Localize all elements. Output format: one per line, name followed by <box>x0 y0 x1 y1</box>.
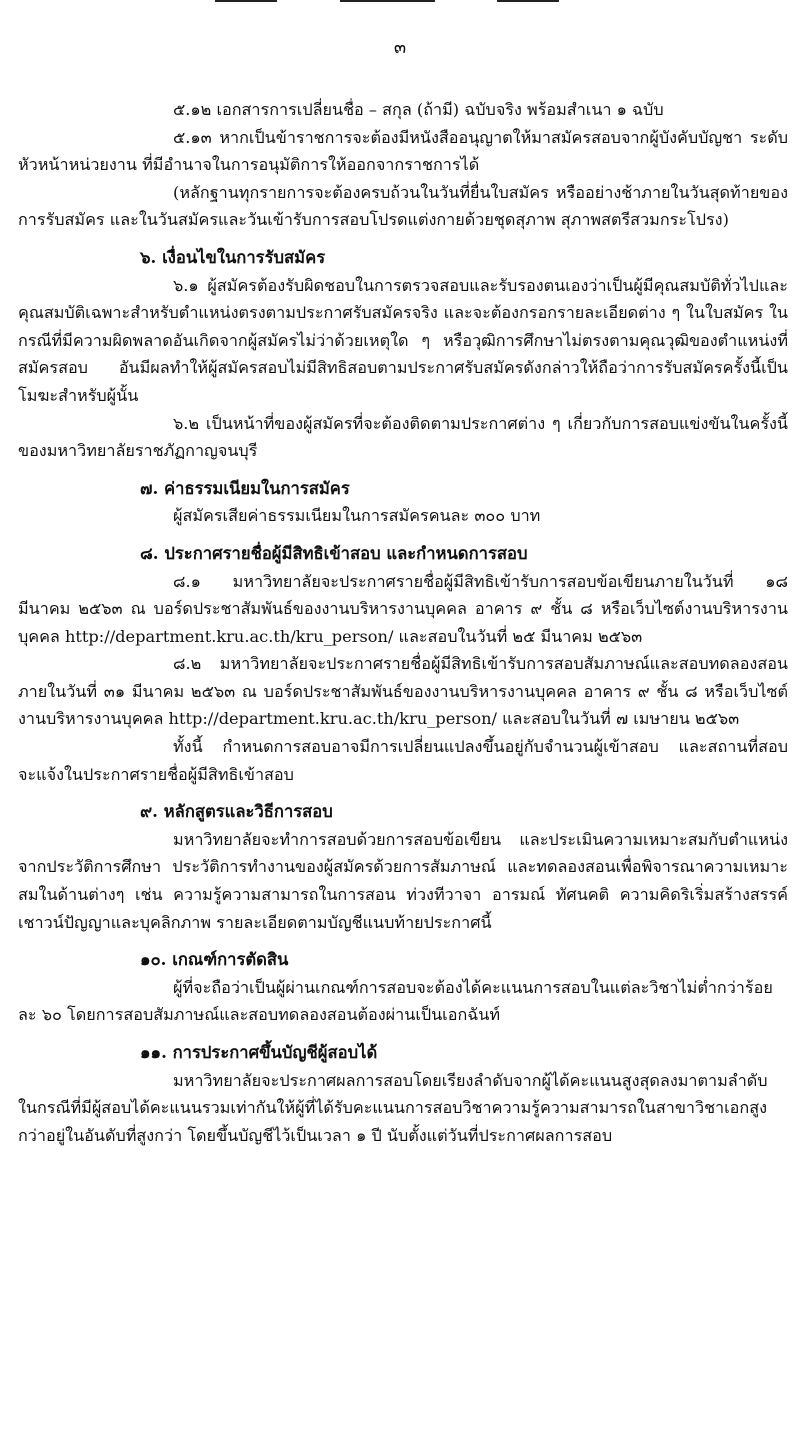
clause-8-2: ๘.๒ มหาวิทยาลัยจะประกาศรายชื่อผู้มีสิทธิเข้ารับการสอบสัมภาษณ์และสอบทดลองสอน ภายในวันที่ ๓๑ มีนาคม ๒๕๖๓ ณ บอร์ดประชาสัมพันธ์ของงานบริหารงานบุคคล อาคาร ๙ ชั้น ๘ หรือเว็บไซต์งานบริหารงานบุคคล http://department.kru.ac.th/kru_person/ และสอบในวันที่ ๗ เมษายน ๒๕๖๓ <box>18 654 788 729</box>
section-7-heading: ๗. ค่าธรรมเนียมในการสมัคร <box>140 477 350 498</box>
section-9-heading: ๙. หลักสูตรและวิธีการสอบ <box>140 801 333 822</box>
section-8-heading: ๘. ประกาศรายชื่อผู้มีสิทธิเข้าสอบ และกำหนดการสอบ <box>140 542 528 563</box>
clause-9: มหาวิทยาลัยจะทำการสอบด้วยการสอบข้อเขียน และประเมินความเหมาะสมกับตำแหน่งจากประวัติการศึกษา ประวัติการทำงานของผู้สมัครด้วยการสัมภาษณ์ และทดลองสอนเพื่อพิจารณาความเหมาะสมในด้านต่างๆ เช่น ความรู้ความสามารถในการสอน ท่วงทีวาจา อารมณ์ ทัศนคติ ความคิดริเริ่มสร้างสรรค์ เชาวน์ปัญญาและบุคลิกภาพ รายละเอียดตามบัญชีแนบท้ายประกาศนี้ <box>18 829 788 932</box>
top-rule-middle <box>340 0 435 2</box>
section-10-heading: ๑๐. เกณฑ์การตัดสิน <box>140 949 289 970</box>
clause-6-1: ๖.๑ ผู้สมัครต้องรับผิดชอบในการตรวจสอบและรับรองตนเองว่าเป็นผู้มีคุณสมบัติทั่วไปและคุณสมบัติเฉพาะสำหรับตำแหน่งตรงตามประกาศรับสมัครจริง และจะต้องกรอกรายละเอียดต่าง ๆ ในใบสมัคร ในกรณีที่มีความผิดพลาดอันเกิดจากผู้สมัครไม่ว่าด้วยเหตุใด ๆ หรือวุฒิการศึกษาไม่ตรงตามคุณวุฒิของตำแหน่งที่สมัครสอบ อันมีผลทำให้ผู้สมัครสอบไม่มีสิทธิสอบตามประกาศรับสมัครดังกล่าวให้ถือว่าการรับสมัครครั้งนี้เป็นโมฆะสำหรับผู้นั้น <box>18 275 788 405</box>
document-body <box>18 96 788 1149</box>
page-number: ๓ <box>393 37 407 58</box>
evidence-note: (หลักฐานทุกรายการจะต้องครบถ้วนในวันที่ยื่นใบสมัคร หรืออย่างช้าภายในวันสุดท้ายของการรับสมัคร และในวันสมัครและวันเข้ารับการสอบโปรดแต่งกายด้วยชุดสุภาพ สุภาพสตรีสวมกระโปรง) <box>18 182 788 230</box>
clause-7: ผู้สมัครเสียค่าธรรมเนียมในการสมัครคนละ ๓๐๐ บาท <box>173 506 541 526</box>
clause-6-2: ๖.๒ เป็นหน้าที่ของผู้สมัครที่จะต้องติดตามประกาศต่าง ๆ เกี่ยวกับการสอบแข่งขันในครั้งนี้ของมหาวิทยาลัยราชภัฏกาญจนบุรี <box>18 413 788 461</box>
clause-11: มหาวิทยาลัยจะประกาศผลการสอบโดยเรียงลำดับจากผู้ได้คะแนนสูงสุดลงมาตามลำดับ ในกรณีที่มีผู้สอบได้คะแนนรวมเท่ากันให้ผู้ที่ได้รับคะแนนการสอบวิชาความรู้ความสามารถในสาขาวิชาเอกสูงกว่าอยู่ในอันดับที่สูงกว่า โดยขึ้นบัญชีไว้เป็นเวลา ๑ ปี นับตั้งแต่วันที่ประกาศผลการสอบ <box>18 1070 768 1145</box>
clause-5-12: ๕.๑๒ เอกสารการเปลี่ยนชื่อ – สกุล (ถ้ามี) ฉบับจริง พร้อมสำเนา ๑ ฉบับ <box>173 100 664 119</box>
top-rule-right <box>497 0 559 2</box>
clause-8-note: ทั้งนี้ กำหนดการสอบอาจมีการเปลี่ยนแปลงขึ้นอยู่กับจำนวนผู้เข้าสอบ และสถานที่สอบจะแจ้งในประกาศรายชื่อผู้มีสิทธิเข้าสอบ <box>18 737 788 784</box>
clause-8-1: ๘.๑ มหาวิทยาลัยจะประกาศรายชื่อผู้มีสิทธิเข้ารับการสอบข้อเขียนภายในวันที่ ๑๘ มีนาคม ๒๕๖๓ ณ บอร์ดประชาสัมพันธ์ของงานบริหารงานบุคคล อาคาร ๙ ชั้น ๘ หรือเว็บไซต์งานบริหารงานบุคคล http://department.kru.ac.th/kru_person/ และสอบในวันที่ ๒๕ มีนาคม ๒๕๖๓ <box>18 571 788 646</box>
clause-10: ผู้ที่จะถือว่าเป็นผู้ผ่านเกณฑ์การสอบจะต้องได้คะแนนการสอบในแต่ละวิชาไม่ต่ำกว่าร้อยละ ๖๐ โดยการสอบสัมภาษณ์และสอบทดลองสอนต้องผ่านเป็นเอกฉันท์ <box>18 977 773 1025</box>
top-rule-left <box>215 0 277 2</box>
clause-5-13: ๕.๑๓ หากเป็นข้าราชการจะต้องมีหนังสืออนุญาตให้มาสมัครสอบจากผู้บังคับบัญชา ระดับหัวหน้าหน่วยงาน ที่มีอำนาจในการอนุมัติการให้ออกจากราชการได้ <box>18 127 788 175</box>
section-11-heading: ๑๑. การประกาศขึ้นบัญชีผู้สอบได้ <box>140 1042 378 1062</box>
section-6-heading: ๖. เงื่อนไขในการรับสมัคร <box>140 246 326 267</box>
